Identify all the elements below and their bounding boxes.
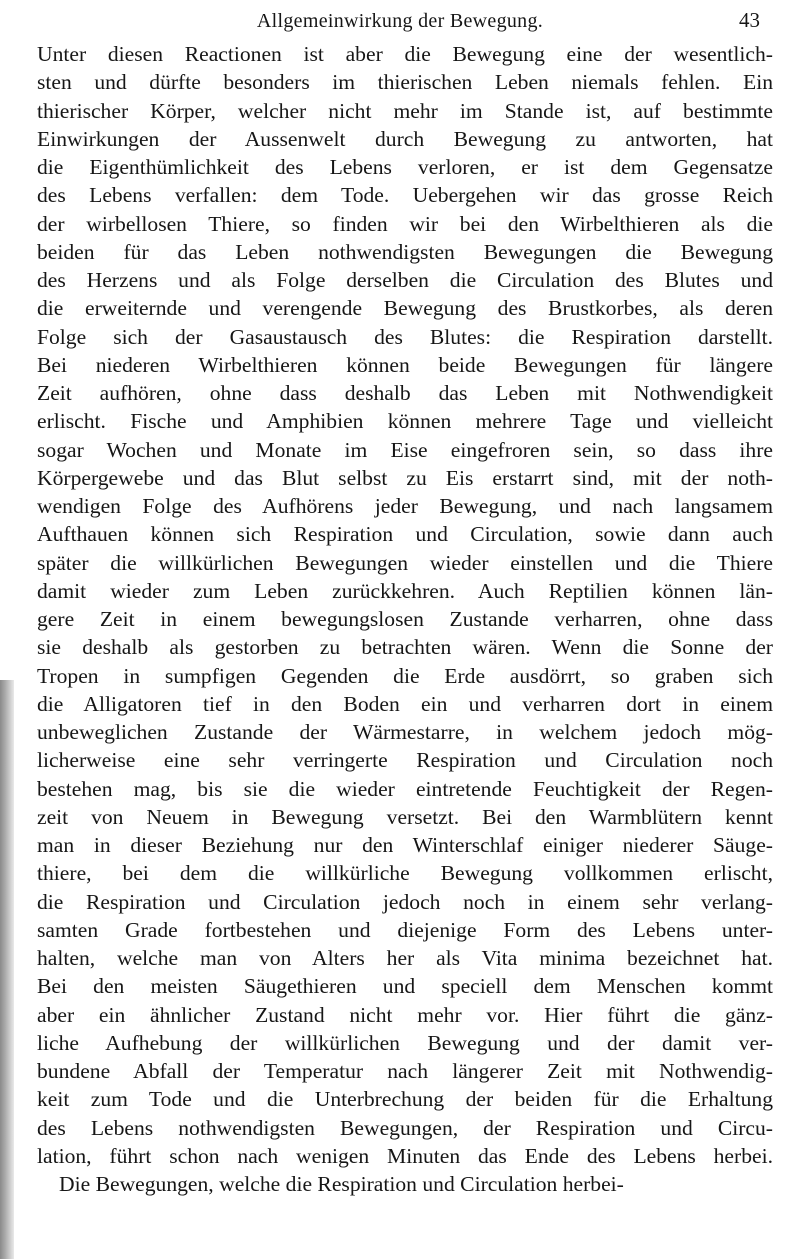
- text-line: thierischer Körper, welcher nicht mehr im Stande ist, auf bestimmte: [37, 98, 773, 123]
- text-line: keit zum Tode und die Unterbrechung der beiden für die Erhaltung: [37, 1087, 773, 1112]
- text-line: bestehen mag, bis sie die wieder eintretende Feuchtigkeit der Regen-: [37, 776, 773, 801]
- text-line: Die Bewegungen, welche die Respiration und Circulation herbei-: [59, 1172, 624, 1196]
- text-line: sogar Wochen und Monate im Eise eingefroren sein, so dass ihre: [37, 437, 773, 462]
- text-line: Zeit aufhören, ohne dass deshalb das Leben mit Nothwendigkeit: [37, 381, 773, 405]
- text-line: damit wieder zum Leben zurückkehren. Auch Reptilien können län-: [37, 578, 773, 603]
- text-line: Folge sich der Gasaustausch des Blutes: die Respiration darstellt.: [37, 324, 773, 349]
- body-paragraph: [37, 40, 773, 1198]
- text-line: sie deshalb als gestorben zu betrachten wären. Wenn die Sonne der: [37, 635, 773, 660]
- text-line: des Lebens nothwendigsten Bewegungen, der Respiration und Circu-: [37, 1115, 773, 1140]
- text-line: aber ein ähnlicher Zustand nicht mehr vor. Hier führt die gänz-: [37, 1002, 773, 1027]
- text-line: die erweiternde und verengende Bewegung des Brustkorbes, als deren: [37, 296, 773, 321]
- text-line: der wirbellosen Thiere, so finden wir bei den Wirbelthieren als die: [37, 211, 773, 236]
- text-line: liche Aufhebung der willkürlichen Bewegung und der damit ver-: [37, 1030, 773, 1055]
- binding-shadow: [0, 680, 14, 1259]
- text-line: Körpergewebe und das Blut selbst zu Eis erstarrt sind, mit der noth-: [37, 465, 773, 490]
- text-line: gere Zeit in einem bewegungslosen Zustande verharren, ohne dass: [37, 607, 773, 631]
- text-line: Bei den meisten Säugethieren und speciell dem Menschen kommt: [37, 974, 773, 999]
- text-line: Einwirkungen der Aussenwelt durch Bewegung zu antworten, hat: [37, 126, 773, 151]
- text-line: die Eigenthümlichkeit des Lebens verloren, er ist dem Gegensatze: [37, 155, 773, 179]
- text-line: Unter diesen Reactionen ist aber die Bewegung eine der wesentlich-: [37, 42, 773, 66]
- text-line: des Herzens und als Folge derselben die Circulation des Blutes und: [37, 268, 773, 292]
- text-line: die Respiration und Circulation jedoch noch in einem sehr verlang-: [37, 889, 773, 914]
- text-line: erlischt. Fische und Amphibien können mehrere Tage und vielleicht: [37, 409, 773, 434]
- text-line: halten, welche man von Alters her als Vita minima bezeichnet hat.: [37, 946, 773, 970]
- text-line: unbeweglichen Zustande der Wärmestarre, in welchem jedoch mög-: [37, 720, 773, 744]
- text-line: beiden für das Leben nothwendigsten Bewegungen die Bewegung: [37, 239, 773, 264]
- text-line: zeit von Neuem in Bewegung versetzt. Bei den Warmblütern kennt: [37, 804, 773, 829]
- running-title: Allgemeinwirkung der Bewegung.: [256, 10, 544, 32]
- text-line: später die willkürlichen Bewegungen wieder einstellen und die Thiere: [37, 550, 773, 575]
- text-line: die Alligatoren tief in den Boden ein und verharren dort in einem: [37, 691, 773, 716]
- text-line: wendigen Folge des Aufhörens jeder Bewegung, und nach langsamem: [37, 494, 773, 518]
- text-line: man in dieser Beziehung nur den Winterschlaf einiger niederer Säuge-: [37, 833, 773, 857]
- text-line: thiere, bei dem die willkürliche Bewegung vollkommen erlischt,: [37, 861, 773, 886]
- text-line: lation, führt schon nach wenigen Minuten das Ende des Lebens herbei.: [37, 1143, 773, 1168]
- text-line: samten Grade fortbestehen und diejenige Form des Lebens unter-: [37, 917, 773, 942]
- text-line: bundene Abfall der Temperatur nach längerer Zeit mit Nothwendig-: [37, 1059, 773, 1083]
- text-line: sten und dürfte besonders im thierischen Leben niemals fehlen. Ein: [37, 70, 773, 95]
- text-line: des Lebens verfallen: dem Tode. Uebergehen wir das grosse Reich: [37, 183, 773, 208]
- text-line: licherweise eine sehr verringerte Respiration und Circulation noch: [37, 748, 773, 773]
- text-line: Bei niederen Wirbelthieren können beide Bewegungen für längere: [37, 352, 773, 377]
- page-header: [0, 4, 800, 34]
- page-number: 43: [739, 8, 760, 32]
- text-line: Aufthauen können sich Respiration und Circulation, sowie dann auch: [37, 522, 773, 547]
- text-line: Tropen in sumpfigen Gegenden die Erde ausdörrt, so graben sich: [37, 663, 773, 688]
